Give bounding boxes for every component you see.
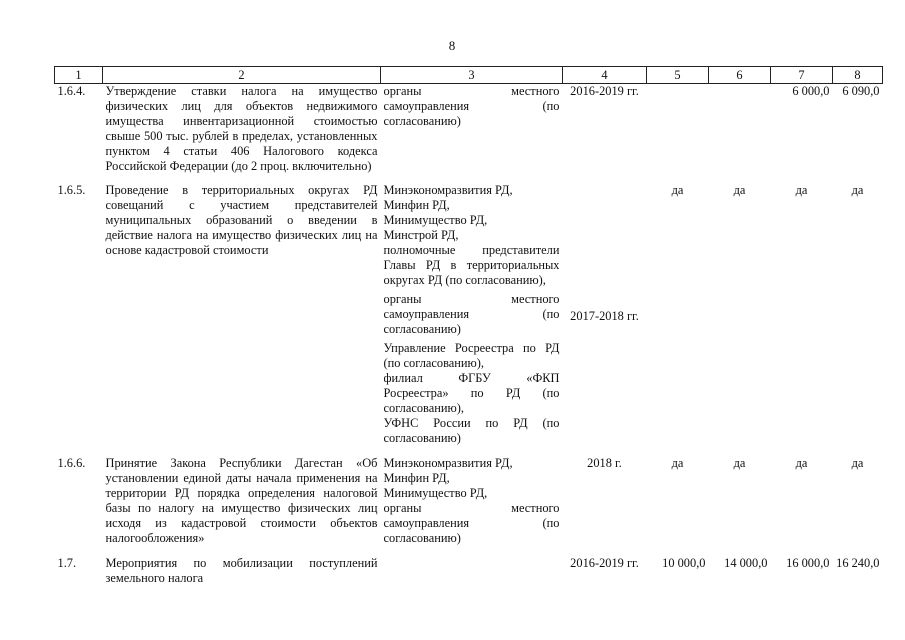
item-value-col6: да <box>733 183 746 197</box>
executor-line: Минэкономразвития РД, <box>383 456 513 470</box>
page-number: 8 <box>448 38 456 53</box>
executor-group <box>384 292 560 337</box>
item-value-col8: 6 090,0 <box>842 84 880 98</box>
item-period: 2018 г. <box>587 456 622 470</box>
item-title: Утверждение ставки налога на имущество физических лиц для объектов недвижимого имущества инвентаризационной стоимостью свыше 500 тыс. рублей в пределах, установленных пунктом 4 статьи 406 Налогового кодекса Российской Федерации (до 2 проц. включительно) <box>105 84 378 173</box>
item-executor <box>381 183 563 456</box>
item-value-col7: да <box>795 183 808 197</box>
item-value-col6 <box>709 84 771 184</box>
executor-line: органы местного самоуправления (по согласованию) <box>383 292 560 336</box>
column-header: 8 <box>833 67 883 84</box>
item-value-col8: да <box>851 456 864 470</box>
item-value-col6: 14 000,0 <box>724 556 768 570</box>
item-number: 1.7. <box>57 556 77 570</box>
item-value-col8: 16 240,0 <box>836 556 880 570</box>
column-header: 3 <box>381 67 563 84</box>
executor-line: филиал ФГБУ «ФКП Росреестра» по РД (по согласованию), <box>383 371 560 415</box>
item-value-col7: 6 000,0 <box>792 84 830 98</box>
executor-line: УФНС России по РД (по согласованию) <box>383 416 560 445</box>
item-title: Проведение в территориальных округах РД совещаний с участием представителей муниципальных образований о введении в действие налога на имущество физических лиц на основе кадастровой стоимости <box>105 183 378 257</box>
item-period: 2016-2019 гг. <box>570 556 639 570</box>
item-title: Мероприятия по мобилизации поступлений земельного налога <box>105 556 378 585</box>
column-header: 5 <box>647 67 709 84</box>
item-value-col8: да <box>851 183 864 197</box>
item-value-col5: 10 000,0 <box>662 556 706 570</box>
item-value-col5: да <box>671 183 684 197</box>
executor-line: Минимущество РД, <box>383 213 488 227</box>
column-header: 6 <box>709 67 771 84</box>
table-row <box>55 456 883 556</box>
executor-line: Минстрой РД, <box>383 228 459 242</box>
executor-line: Минимущество РД, <box>383 486 488 500</box>
executor-group <box>384 341 560 446</box>
header-row <box>55 67 883 84</box>
column-header: 7 <box>771 67 833 84</box>
table-row <box>55 556 883 586</box>
item-value-col7: 16 000,0 <box>786 556 830 570</box>
executor-line: органы местного самоуправления (по согласованию) <box>383 501 560 545</box>
executor-line: Минфин РД, <box>383 198 450 212</box>
item-period: 2017-2018 гг. <box>570 309 639 323</box>
item-value-col5: да <box>671 456 684 470</box>
item-value-col5 <box>647 84 709 184</box>
executor-line: Управление Росреестра по РД (по согласованию), <box>383 341 560 370</box>
executor-line: Минфин РД, <box>383 471 450 485</box>
item-executor: органы местного самоуправления (по согласованию) <box>383 84 560 128</box>
item-number: 1.6.5. <box>57 183 86 197</box>
column-header: 4 <box>563 67 647 84</box>
executor-group <box>384 183 560 288</box>
column-header: 2 <box>103 67 381 84</box>
table-row <box>55 183 883 456</box>
item-number: 1.6.4. <box>57 84 86 98</box>
table-row <box>55 84 883 184</box>
item-period: 2016-2019 гг. <box>570 84 639 98</box>
column-header: 1 <box>55 67 103 84</box>
measures-table <box>54 66 883 586</box>
item-executor <box>381 556 563 586</box>
item-value-col6: да <box>733 456 746 470</box>
item-title: Принятие Закона Республики Дагестан «Об установлении единой даты начала применения на территории РД порядка определения налоговой базы по налогу на имущество физических лиц исходя из кадастровой стоимости объектов налогообложения» <box>105 456 378 545</box>
item-number: 1.6.6. <box>57 456 86 470</box>
item-value-col7: да <box>795 456 808 470</box>
executor-line: полномочные представители Главы РД в территориальных округах РД (по согласованию), <box>383 243 560 287</box>
executor-line: Минэкономразвития РД, <box>383 183 513 197</box>
item-executor <box>381 456 563 556</box>
